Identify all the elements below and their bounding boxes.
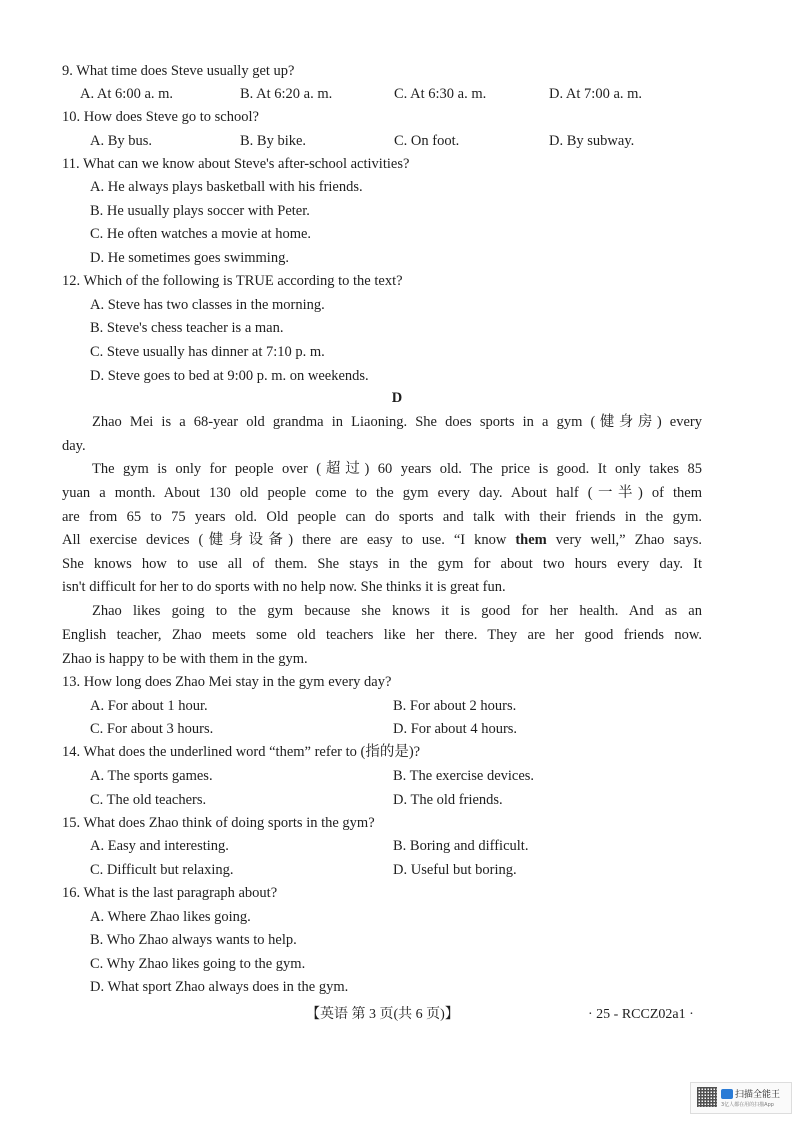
section-d-heading: D [391, 390, 403, 406]
question-12-option-c: C. Steve usually has dinner at 7:10 p. m. [90, 344, 325, 360]
watermark-tagline: 3亿人都在用的扫描App [721, 1102, 774, 1108]
question-13-stem: 13. How long does Zhao Mei stay in the gym every day? [62, 674, 392, 690]
question-14-option-b: B. The exercise devices. [393, 768, 535, 784]
question-11-stem: 11. What can we know about Steve's after-school activities? [62, 156, 410, 172]
question-11-option-b: B. He usually plays soccer with Peter. [90, 203, 310, 219]
passage-p2-line-4-end: very well,” Zhao says. [546, 532, 702, 548]
question-14-option-d: D. The old friends. [393, 792, 503, 808]
passage-p3-line-3: Zhao is happy to be with them in the gym. [62, 651, 308, 667]
paper-code: · 25 - RCCZ02a1 · [588, 1007, 694, 1022]
question-16-option-a: A. Where Zhao likes going. [90, 909, 251, 925]
scanner-watermark [690, 1082, 792, 1114]
question-10-option-a: A. By bus. [90, 133, 153, 149]
question-16-stem: 16. What is the last paragraph about? [62, 885, 278, 901]
question-13-option-d: D. For about 4 hours. [393, 721, 518, 737]
passage-p1-line-2: day. [62, 438, 86, 454]
question-14-option-a: A. The sports games. [90, 768, 213, 784]
question-15-stem: 15. What does Zhao think of doing sports in the gym? [62, 815, 375, 831]
passage-p2-line-6: isn't difficult for her to do sports with no help now. She thinks it is great fun. [62, 579, 506, 595]
question-9-option-d: D. At 7:00 a. m. [549, 86, 643, 102]
question-9-stem: 9. What time does Steve usually get up? [62, 63, 295, 79]
question-15-option-a: A. Easy and interesting. [90, 838, 229, 854]
passage-p2-line-3: are from 65 to 75 years old. Old people can do sports and talk with their friends in the gym. [62, 509, 702, 525]
question-10-option-c: C. On foot. [394, 133, 460, 149]
qr-code-icon [697, 1087, 717, 1107]
question-14-stem: 14. What does the underlined word “them” refer to (指的是)? [62, 744, 421, 760]
question-13-option-a: A. For about 1 hour. [90, 698, 208, 714]
question-15-option-d: D. Useful but boring. [393, 862, 517, 878]
watermark-app-name: 扫描全能王 [735, 1090, 781, 1100]
question-12-stem: 12. Which of the following is TRUE according to the text? [62, 273, 403, 289]
question-9-option-c: C. At 6:30 a. m. [394, 86, 487, 102]
question-9-option-a: A. At 6:00 a. m. [80, 86, 174, 102]
question-15-option-c: C. Difficult but relaxing. [90, 862, 234, 878]
question-10-stem: 10. How does Steve go to school? [62, 109, 259, 125]
question-10-option-b: B. By bike. [240, 133, 307, 149]
question-14-option-c: C. The old teachers. [90, 792, 207, 808]
question-13-option-b: B. For about 2 hours. [393, 698, 517, 714]
passage-p2-line-4-start: All exercise devices (健身设备) there are easy to use. “I know [62, 532, 516, 548]
question-13-option-c: C. For about 3 hours. [90, 721, 214, 737]
question-12-option-a: A. Steve has two classes in the morning. [90, 297, 325, 313]
page-number-label: 【英语 第 3 页(共 6 页)】 [306, 1007, 459, 1022]
question-11-option-d: D. He sometimes goes swimming. [90, 250, 289, 266]
camscanner-logo-icon [721, 1089, 733, 1099]
passage-p3-line-2: English teacher, Zhao meets some old teachers like her there. They are her good friends now. [62, 627, 702, 643]
question-10-option-d: D. By subway. [549, 133, 635, 149]
question-16-option-b: B. Who Zhao always wants to help. [90, 932, 297, 948]
question-11-option-c: C. He often watches a movie at home. [90, 226, 312, 242]
passage-p2-line-4 [62, 531, 702, 549]
passage-p2-line-5: She knows how to use all of them. She stays in the gym for about two hours every day. It [62, 556, 702, 572]
underlined-word-them: them [515, 532, 547, 548]
question-16-option-c: C. Why Zhao likes going to the gym. [90, 956, 306, 972]
question-9-option-b: B. At 6:20 a. m. [240, 86, 333, 102]
question-16-option-d: D. What sport Zhao always does in the gym. [90, 979, 349, 995]
passage-p1-line-1: Zhao Mei is a 68-year old grandma in Liaoning. She does sports in a gym (健身房) every [92, 414, 702, 430]
question-15-option-b: B. Boring and difficult. [393, 838, 529, 854]
passage-p2-line-1: The gym is only for people over (超过) 60 years old. The price is good. It only takes 85 [92, 461, 702, 477]
passage-p3-line-1: Zhao likes going to the gym because she knows it is good for her health. And as an [92, 603, 702, 619]
question-12-option-b: B. Steve's chess teacher is a man. [90, 320, 284, 336]
passage-p2-line-2: yuan a month. About 130 old people come to the gym every day. About half (一半) of them [62, 485, 702, 501]
question-12-option-d: D. Steve goes to bed at 9:00 p. m. on weekends. [90, 368, 369, 384]
question-11-option-a: A. He always plays basketball with his friends. [90, 179, 363, 195]
